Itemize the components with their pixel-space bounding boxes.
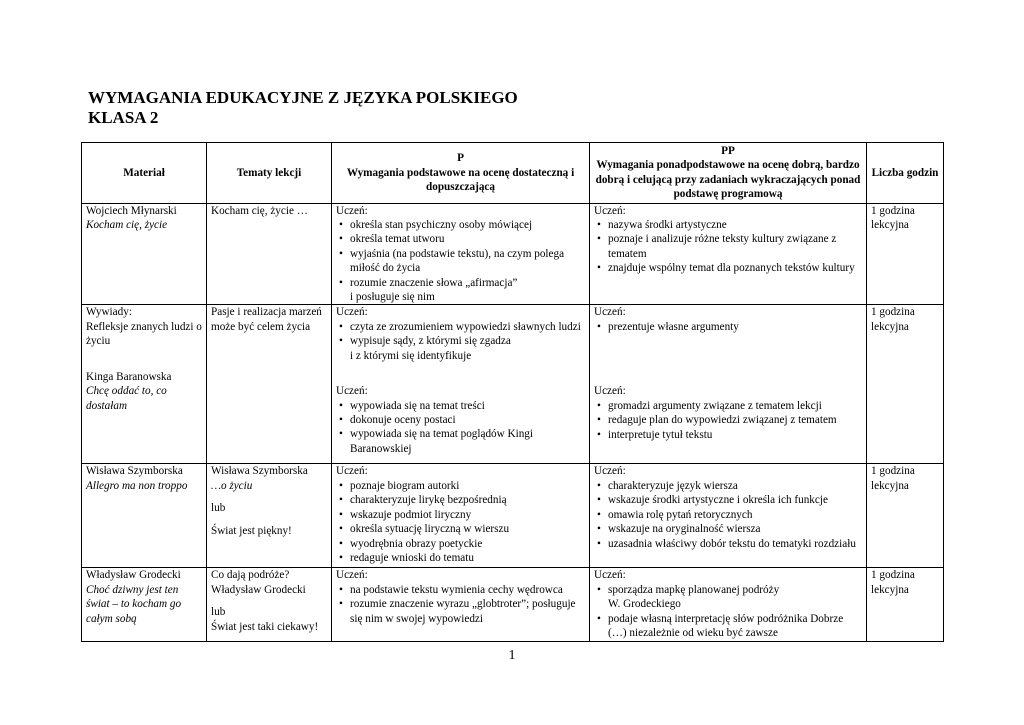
pp-cell (590, 305, 867, 464)
list-item: • redaguje wnioski do tematu (350, 551, 585, 565)
title-line-2: KLASA 2 (88, 108, 159, 127)
spacer (336, 363, 585, 384)
list-item: • poznaje i analizuje różne teksty kultury związane z tematem (608, 232, 862, 261)
pp-cell (590, 568, 867, 642)
list-item: • charakteryzuje język wiersza (608, 479, 862, 493)
header-p-desc: Wymagania podstawowe na ocenę dostateczną i dopuszczającą (346, 166, 575, 194)
list-item: • charakteryzuje lirykę bezpośrednią (350, 493, 585, 507)
list-item: • określa temat utworu (350, 232, 585, 246)
list-item: • redaguje plan do wypowiedzi związanej z tematem (608, 413, 862, 427)
table-row (82, 568, 944, 642)
lub-label: lub (211, 606, 226, 619)
hours-cell: 1 godzina lekcyjna (867, 203, 944, 305)
page-number: 1 (508, 648, 516, 663)
hours-cell: 1 godzina lekcyjna (867, 305, 944, 464)
list-item: • gromadzi argumenty związane z tematem lekcji (608, 399, 862, 413)
topic-cell (207, 568, 332, 642)
list-item: • omawia rolę pytań retorycznych (608, 508, 862, 522)
list-item: • wskazuje środki artystyczne i określa ich funkcje (608, 493, 862, 507)
p-list (336, 479, 585, 565)
title-line-1: WYMAGANIA EDUKACYJNE Z JĘZYKA POLSKIEGO (88, 88, 518, 107)
p-cell (332, 203, 590, 305)
list-item: • na podstawie tekstu wymienia cechy wędrowca (350, 583, 585, 597)
pp-list (594, 583, 862, 641)
uczen-label: Uczeń: (594, 204, 626, 217)
uczen-label: Uczeń: (336, 569, 368, 582)
p-cell (332, 464, 590, 568)
pp-list (594, 479, 862, 551)
list-item: • poznaje biogram autorki (350, 479, 585, 493)
author: Wywiady: Refleksje znanych ludzi o życiu (86, 306, 202, 348)
list-item: • wypowiada się na temat treści (350, 399, 585, 413)
list-item: • wypisuje sądy, z którymi się zgadza i z którymi się identyfikuje (350, 334, 585, 363)
list-item: • sporządza mapkę planowanej podróży W. Grodeckiego (608, 583, 862, 612)
list-item: • podaje własną interpretację słów podróżnika Dobrze (…) niezależnie od wieku być zawsze (608, 612, 862, 641)
pp-cell (590, 203, 867, 305)
spacer (86, 349, 202, 370)
topic-cell (207, 464, 332, 568)
p-list (336, 583, 585, 626)
document-title (88, 88, 518, 128)
list-item: • rozumie znaczenie słowa „afirmacja” i posługuje się nim (350, 276, 585, 305)
author: Kinga Baranowska (86, 370, 172, 383)
header-pp-desc: Wymagania ponadpodstawowe na ocenę dobrą, bardzo dobrą i celującą przy zadaniach wykraczających ponad podstawę programową (595, 159, 861, 201)
list-item: • prezentuje własne argumenty (608, 320, 862, 334)
list-item: • znajduje wspólny temat dla poznanych tekstów kultury (608, 261, 862, 275)
author: Władysław Grodecki (86, 569, 181, 582)
uczen-label: Uczeń: (336, 204, 368, 217)
pp-list (594, 320, 862, 334)
table-row (82, 203, 944, 305)
topic-text: Wisława Szymborska (211, 465, 308, 478)
header-tematy: Tematy lekcji (207, 143, 332, 204)
topic-text: Co dają podróże? Władysław Grodecki (211, 569, 306, 596)
author: Wojciech Młynarski (86, 204, 177, 217)
list-item: • wypowiada się na temat poglądów Kingi Baranowskiej (350, 427, 585, 456)
author: Wisława Szymborska (86, 465, 183, 478)
work-title: Allegro ma non troppo (86, 479, 188, 492)
material-cell (82, 464, 207, 568)
uczen-label: Uczeń: (594, 385, 626, 398)
p-list (336, 399, 585, 457)
list-item: • wyjaśnia (na podstawie tekstu), na czym polega miłość do życia (350, 247, 585, 276)
list-item: • określa sytuację liryczną w wierszu (350, 522, 585, 536)
list-item: • interpretuje tytuł tekstu (608, 428, 862, 442)
material-cell (82, 203, 207, 305)
list-item: • dokonuje oceny postaci (350, 413, 585, 427)
header-p (332, 143, 590, 204)
list-item: • uzasadnia właściwy dobór tekstu do tematyki rozdziału (608, 537, 862, 551)
uczen-label: Uczeń: (336, 306, 368, 319)
uczen-label: Uczeń: (336, 465, 368, 478)
topic-cell: Pasje i realizacja marzeń może być celem życia (207, 305, 332, 464)
list-item: • określa stan psychiczny osoby mówiącej (350, 218, 585, 232)
p-cell (332, 305, 590, 464)
hours-cell: 1 godzina lekcyjna (867, 464, 944, 568)
spacer (211, 493, 327, 501)
topic-text: …o życiu (211, 479, 253, 492)
list-item: • wskazuje na oryginalność wiersza (608, 522, 862, 536)
list-item: • czyta ze zrozumieniem wypowiedzi sławnych ludzi (350, 320, 585, 334)
header-pp (590, 143, 867, 204)
pp-list (594, 218, 862, 276)
header-material: Materiał (82, 143, 207, 204)
list-item: • wyodrębnia obrazy poetyckie (350, 537, 585, 551)
header-p-title: P (457, 152, 464, 165)
spacer (211, 597, 327, 605)
work-title: Chcę oddać to, co dostałam (86, 385, 167, 412)
uczen-label: Uczeń: (594, 465, 626, 478)
topic-text: Świat jest piękny! (211, 524, 292, 537)
header-pp-title: PP (721, 145, 735, 157)
table-row (82, 305, 944, 464)
uczen-label: Uczeń: (594, 306, 626, 319)
header-row (82, 143, 944, 204)
p-list (336, 320, 585, 363)
list-item: • wskazuje podmiot liryczny (350, 508, 585, 522)
uczen-label: Uczeń: (594, 569, 626, 582)
table-row (82, 464, 944, 568)
lub-label: lub (211, 502, 226, 515)
requirements-table (81, 142, 944, 642)
list-item: • rozumie znaczenie wyrazu „globtroter”; posługuje się nim w swojej wypowiedzi (350, 597, 585, 626)
list-item: • nazywa środki artystyczne (608, 218, 862, 232)
p-list (336, 218, 585, 304)
pp-cell (590, 464, 867, 568)
pp-list (594, 399, 862, 442)
topic-cell: Kocham cię, życie … (207, 203, 332, 305)
p-cell (332, 568, 590, 642)
hours-cell: 1 godzina lekcyjna (867, 568, 944, 642)
topic-text: Świat jest taki ciekawy! (211, 620, 319, 633)
material-cell (82, 568, 207, 642)
uczen-label: Uczeń: (336, 385, 368, 398)
header-liczba: Liczba godzin (867, 143, 944, 204)
spacer (211, 516, 327, 524)
work-title: Choć dziwny jest ten świat – to kocham go całym sobą (86, 583, 182, 625)
spacer (594, 334, 862, 384)
work-title: Kocham cię, życie (86, 219, 168, 232)
material-cell (82, 305, 207, 464)
